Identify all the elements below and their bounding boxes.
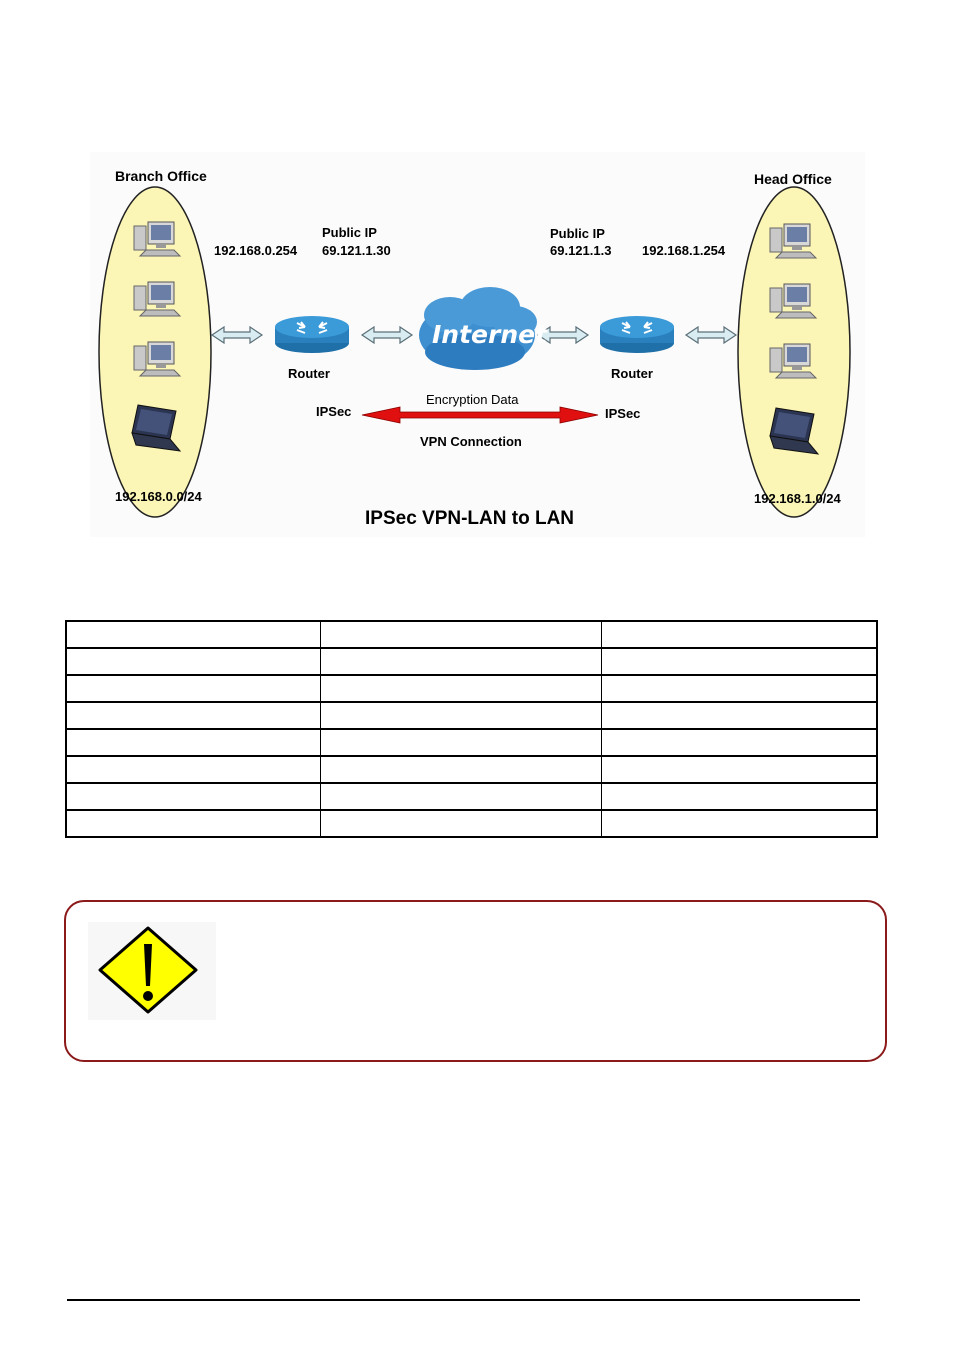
head-office-label: Head Office — [754, 171, 832, 187]
table-cell — [602, 729, 877, 756]
table-row — [66, 702, 877, 729]
table-cell — [602, 702, 877, 729]
warning-icon — [88, 922, 216, 1020]
table-row — [66, 729, 877, 756]
head-laptop — [770, 408, 818, 454]
internet-label: Internet — [432, 320, 548, 349]
branch-laptop — [132, 405, 180, 451]
table-cell — [66, 648, 320, 675]
table-cell — [66, 810, 320, 837]
head-ipsec-label: IPSec — [605, 406, 641, 421]
head-lan-ip: 192.168.1.254 — [642, 243, 726, 258]
table-row — [66, 783, 877, 810]
table-row — [66, 648, 877, 675]
table-cell — [602, 621, 877, 648]
branch-ipsec-label: IPSec — [316, 404, 352, 419]
head-public-ip-label: Public IP — [550, 226, 605, 241]
branch-lan-ip: 192.168.0.254 — [214, 243, 298, 258]
table-cell — [320, 756, 601, 783]
head-subnet-label: 192.168.1.0/24 — [754, 491, 841, 506]
table-cell — [320, 648, 601, 675]
diagram-title: IPSec VPN-LAN to LAN — [365, 508, 575, 529]
vpn-connection-label: VPN Connection — [420, 434, 522, 449]
table-cell — [66, 756, 320, 783]
branch-public-ip: 69.121.1.30 — [322, 243, 391, 258]
branch-router-icon — [275, 316, 349, 353]
table-cell — [66, 783, 320, 810]
footer-divider — [67, 1299, 860, 1301]
branch-lan-router-arrow — [212, 327, 262, 343]
branch-office-label: Branch Office — [115, 168, 207, 184]
note-box — [64, 900, 887, 1062]
table-cell — [320, 810, 601, 837]
table-cell — [66, 702, 320, 729]
warning-icon-container — [88, 922, 216, 1020]
table-row — [66, 675, 877, 702]
table-cell — [320, 729, 601, 756]
table-row — [66, 621, 877, 648]
table-cell — [66, 621, 320, 648]
encryption-data-label: Encryption Data — [426, 392, 519, 407]
branch-router-internet-arrow — [362, 327, 412, 343]
table-cell — [602, 756, 877, 783]
branch-public-ip-label: Public IP — [322, 225, 377, 240]
vpn-diagram — [90, 152, 865, 537]
branch-subnet-label: 192.168.0.0/24 — [115, 489, 202, 504]
head-router-label: Router — [611, 366, 653, 381]
table-cell — [66, 729, 320, 756]
table-cell — [66, 675, 320, 702]
head-router-icon — [600, 316, 674, 353]
table-cell — [320, 621, 601, 648]
table-cell — [320, 702, 601, 729]
table-cell — [602, 648, 877, 675]
vpn-tunnel-arrow — [362, 407, 598, 423]
table-cell — [602, 783, 877, 810]
table-cell — [320, 675, 601, 702]
head-public-ip: 69.121.1.3 — [550, 243, 612, 258]
table-cell — [602, 675, 877, 702]
settings-table-wrap — [65, 620, 878, 838]
branch-router-label: Router — [288, 366, 330, 381]
table-cell — [602, 810, 877, 837]
head-router-lan-arrow — [686, 327, 736, 343]
table-row — [66, 756, 877, 783]
table-cell — [320, 783, 601, 810]
settings-table — [65, 620, 878, 838]
table-row — [66, 810, 877, 837]
